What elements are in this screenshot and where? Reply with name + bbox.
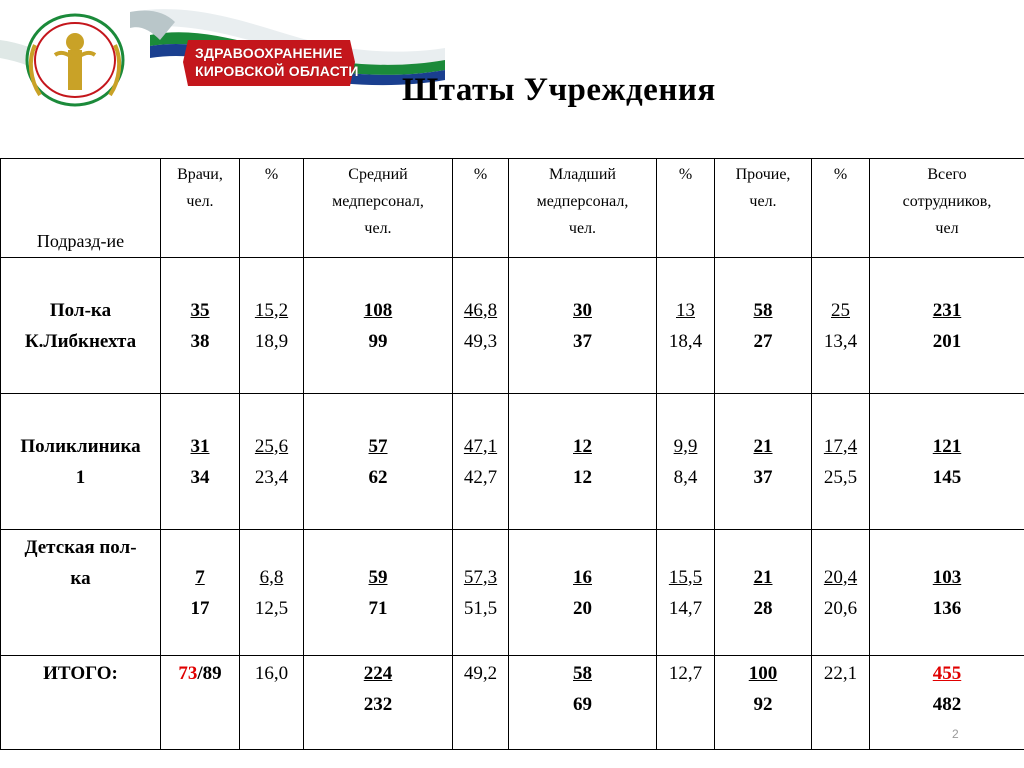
logo [0,0,450,115]
other-percent-cell: 20,4 20,6 [812,530,870,656]
header-mid-staff: Средний медперсонал, чел. [304,159,453,258]
table-row [1,394,1024,530]
header-unit: Подразд-ие [1,159,161,258]
other-cell: 58 27 [715,258,812,394]
page-title: Штаты Учреждения [402,72,716,108]
total-doctors-cell: 73/89 [161,656,240,750]
mid-staff-cell: 57 62 [304,394,453,530]
other-cell: 21 28 [715,530,812,656]
mid-percent-cell: 46,8 49,3 [453,258,509,394]
total-junior-percent: 12,7 [657,656,715,750]
total-mid-percent: 49,2 [453,656,509,750]
total-cell: 231 201 [870,258,1024,394]
total-other-percent: 22,1 [812,656,870,750]
total-cell: 103 136 [870,530,1024,656]
header-other: Прочие, чел. [715,159,812,258]
junior-percent-cell: 15,5 14,7 [657,530,715,656]
total-doctors-percent: 16,0 [240,656,304,750]
banner-text [195,44,365,84]
doctors-percent-cell: 6,8 12,5 [240,530,304,656]
table-header-row [1,159,1024,258]
header-doctors: Врачи, чел. [161,159,240,258]
unit-name: Пол-ка К.Либкнехта [1,258,161,394]
doctors-cell: 7 17 [161,530,240,656]
header-junior-staff: Младший медперсонал, чел. [509,159,657,258]
total-cell: 121 145 [870,394,1024,530]
other-percent-cell: 17,4 25,5 [812,394,870,530]
doctors-cell: 35 38 [161,258,240,394]
junior-staff-cell: 30 37 [509,258,657,394]
header-total: Всего сотрудников, чел [870,159,1024,258]
grand-total-cell: 455 482 [870,656,1024,750]
mid-percent-cell: 47,1 42,7 [453,394,509,530]
other-cell: 21 37 [715,394,812,530]
junior-staff-cell: 12 12 [509,394,657,530]
total-label: ИТОГО: [1,656,161,750]
header-percent-3: % [657,159,715,258]
banner-line-2: КИРОВСКОЙ ОБЛАСТИ [195,63,359,79]
total-mid-staff-cell: 224 232 [304,656,453,750]
junior-staff-cell: 16 20 [509,530,657,656]
doctors-cell: 31 34 [161,394,240,530]
unit-name: Детская пол- ка [1,530,161,656]
page-number: 2 [952,727,959,741]
unit-name: Поликлиника 1 [1,394,161,530]
junior-percent-cell: 9,9 8,4 [657,394,715,530]
total-junior-staff-cell: 58 69 [509,656,657,750]
junior-percent-cell: 13 18,4 [657,258,715,394]
mid-percent-cell: 57,3 51,5 [453,530,509,656]
doctors-percent-cell: 15,2 18,9 [240,258,304,394]
header-percent-1: % [240,159,304,258]
mid-staff-cell: 108 99 [304,258,453,394]
header-percent-2: % [453,159,509,258]
other-percent-cell: 25 13,4 [812,258,870,394]
table-total-row [1,656,1024,750]
doctors-percent-cell: 25,6 23,4 [240,394,304,530]
table-row [1,530,1024,656]
mid-staff-cell: 59 71 [304,530,453,656]
table-row [1,258,1024,394]
banner-line-1: ЗДРАВООХРАНЕНИЕ [195,45,343,61]
total-other-cell: 100 92 [715,656,812,750]
header-percent-4: % [812,159,870,258]
staff-table [0,158,1024,750]
